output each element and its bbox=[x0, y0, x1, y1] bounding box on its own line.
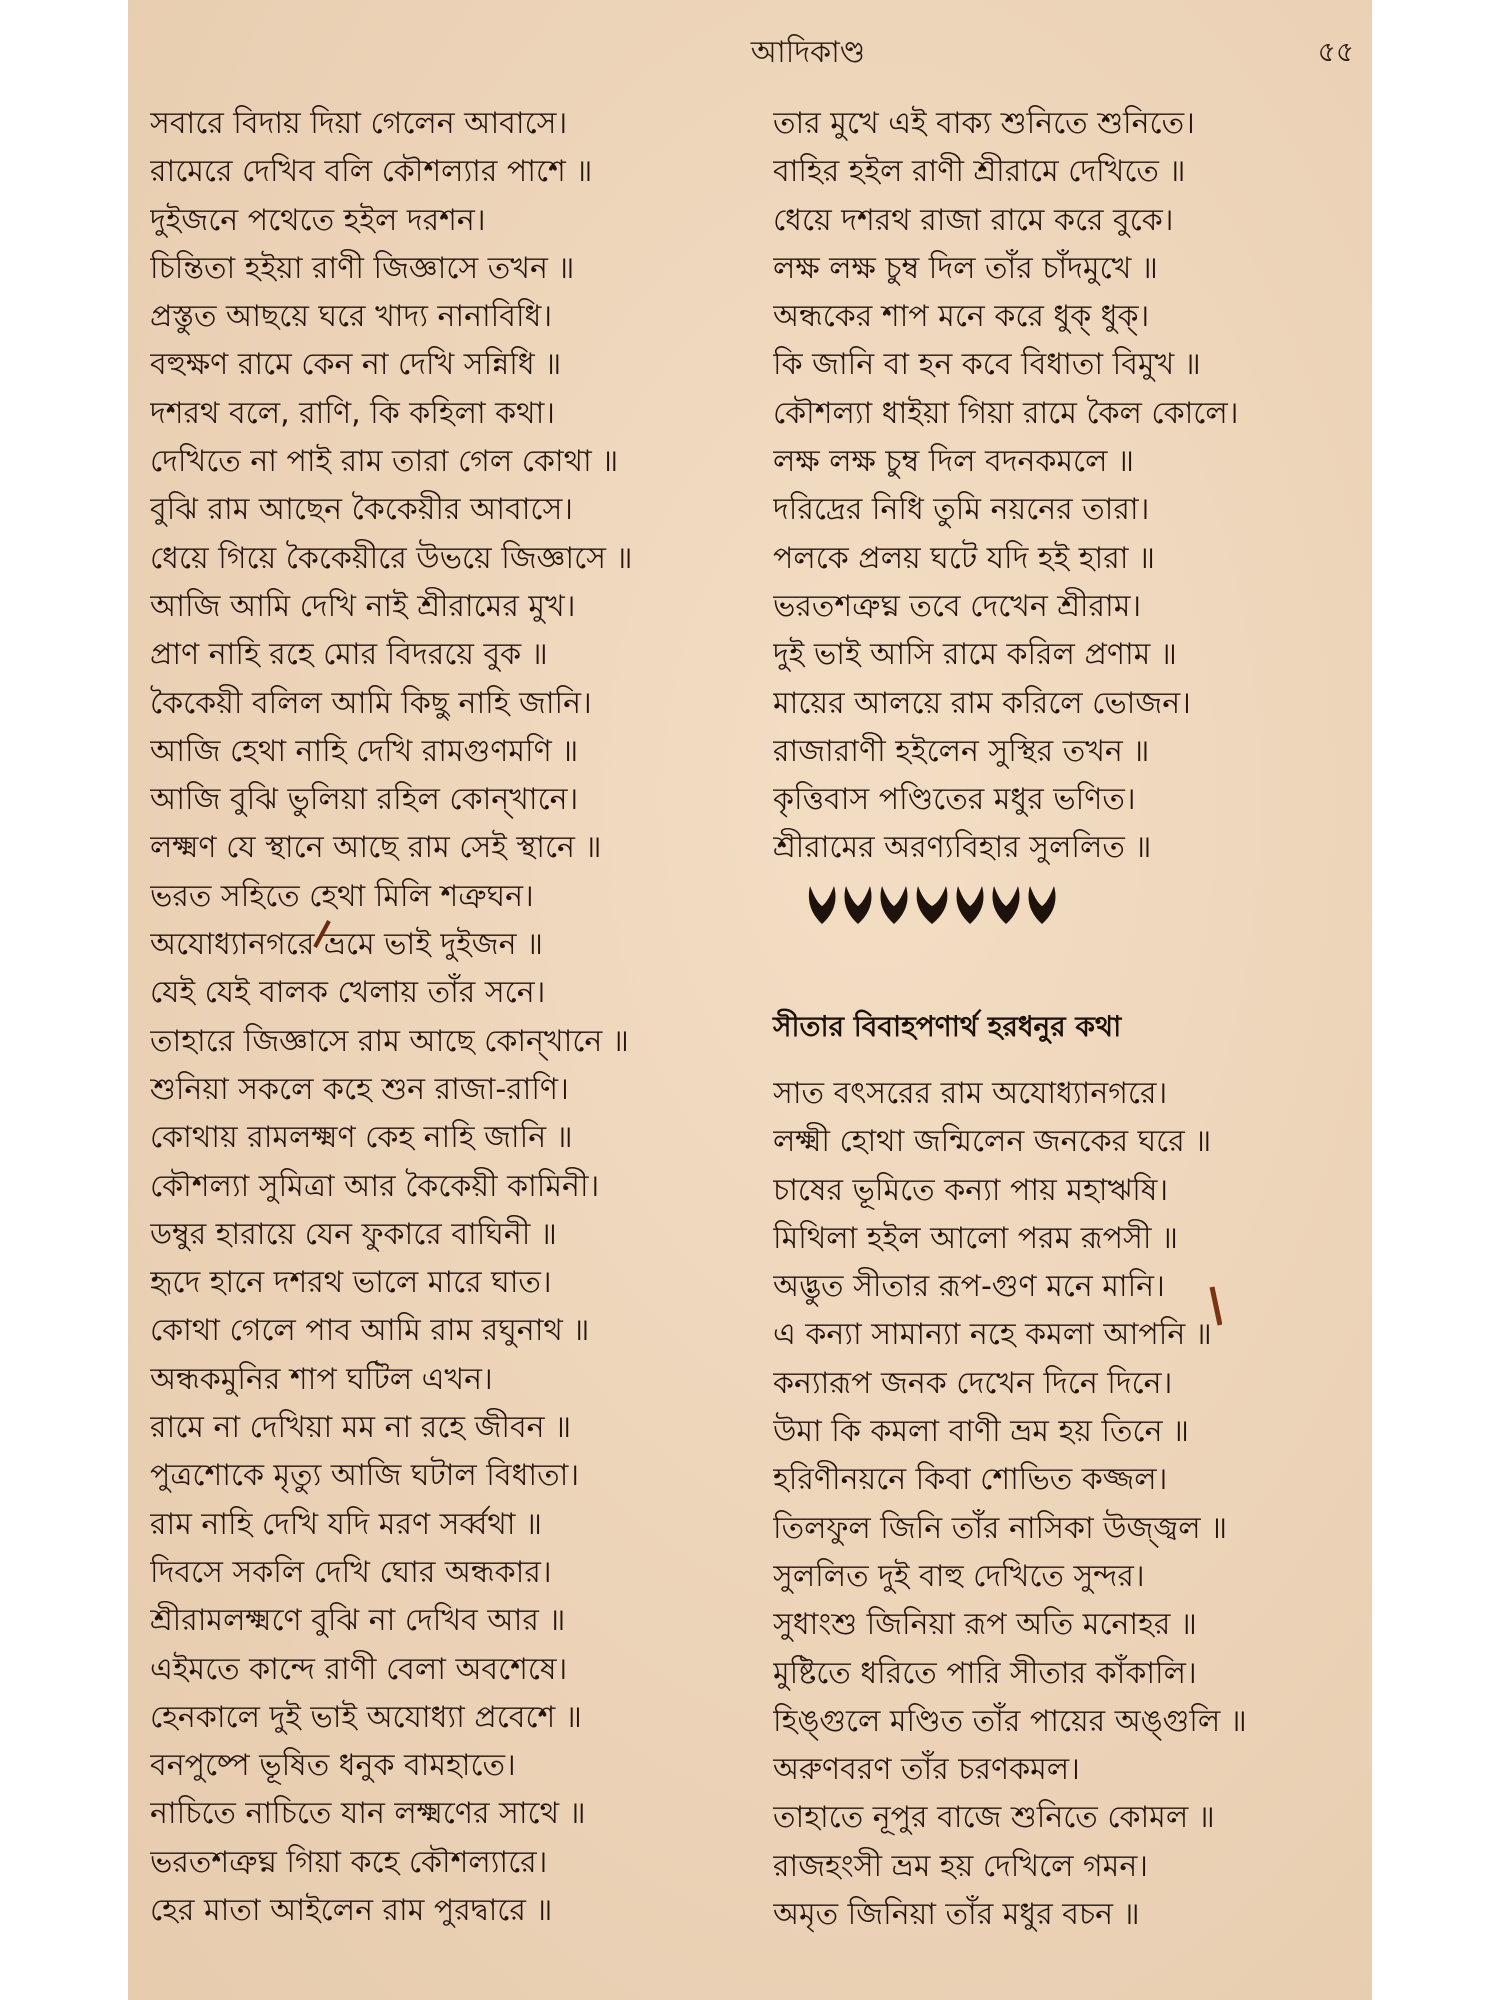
verse-line: লক্ষ্মণ যে স্থানে আছে রাম সেই স্থানে ॥ bbox=[150, 830, 602, 866]
verse-line: ভরতশত্রুঘ্ন তবে দেখেন শ্রীরাম। bbox=[773, 588, 1142, 624]
verse-line: চাষের ভূমিতে কন্যা পায় মহাঋষি। bbox=[773, 1172, 1169, 1208]
verse-line: কোথায় রামলক্ষ্মণ কেহ নাহি জানি ॥ bbox=[150, 1120, 573, 1156]
verse-line: ধেয়ে গিয়ে কৈকেয়ীরে উভয়ে জিজ্ঞাসে ॥ bbox=[150, 540, 633, 576]
verse-line: হেনকালে দুই ভাই অযোধ্যা প্রবেশে ॥ bbox=[150, 1699, 582, 1735]
verse-line: রাজারাণী হইলেন সুস্থির তখন ॥ bbox=[773, 733, 1150, 769]
verse-line: বনপুষ্পে ভূষিত ধনুক বামহাতে। bbox=[150, 1748, 516, 1784]
verse-line: দুই ভাই আসি রামে করিল প্রণাম ॥ bbox=[773, 637, 1177, 673]
verse-line: ভরত সহিতে হেথা মিলি শত্রুঘন। bbox=[150, 878, 534, 914]
verse-line: দুইজনে পথেতে হইল দরশন। bbox=[150, 202, 486, 238]
verse-line: নাচিতে নাচিতে যান লক্ষ্মণের সাথে ॥ bbox=[150, 1796, 586, 1832]
verse-line: দিবসে সকলি দেখি ঘোর অন্ধকার। bbox=[150, 1554, 552, 1590]
verse-line: এইমতে কান্দে রাণী বেলা অবশেষে। bbox=[150, 1651, 568, 1687]
verse-line: সবারে বিদায় দিয়া গেলেন আবাসে। bbox=[150, 106, 568, 141]
verse-line: অন্ধকমুনির শাপ ঘটিল এখন। bbox=[150, 1361, 493, 1397]
verse-line: আজি বুঝি ভুলিয়া রহিল কোন্‌খানে। bbox=[150, 782, 579, 818]
verse-line: অমৃত জিনিয়া তাঁর মধুর বচন ॥ bbox=[773, 1897, 1140, 1933]
verse-line: রাম নাহি দেখি যদি মরণ সর্ব্বথা ॥ bbox=[150, 1506, 543, 1542]
verse-line: ডম্বুর হারায়ে যেন ফুকারে বাঘিনী ॥ bbox=[150, 1216, 557, 1252]
verse-line: তাহাতে নূপুর বাজে শুনিতে কোমল ॥ bbox=[773, 1800, 1215, 1836]
verse-line: মুষ্টিতে ধরিতে পারি সীতার কাঁকালি। bbox=[773, 1655, 1197, 1691]
verse-line: সুধাংশু জিনিয়া রূপ অতি মনোহর ॥ bbox=[773, 1607, 1197, 1643]
verse-line: প্রস্তুত আছয়ে ঘরে খাদ্য নানাবিধি। bbox=[150, 299, 553, 335]
verse-line: তাহারে জিজ্ঞাসে রাম আছে কোন্‌খানে ॥ bbox=[150, 1023, 629, 1059]
verse-line: শ্রীরামের অরণ্যবিহার সুললিত ॥ bbox=[773, 830, 1152, 866]
verse-line: পলকে প্রলয় ঘটে যদি হই হারা ॥ bbox=[773, 540, 1155, 576]
right-column-bottom bbox=[773, 1070, 1363, 1939]
verse-line: হৃদে হানে দশরথ ভালে মারে ঘাত। bbox=[150, 1265, 552, 1301]
verse-line: আজি হেথা নাহি দেখি রামগুণমণি ॥ bbox=[150, 733, 579, 769]
running-head: আদিকাণ্ড bbox=[750, 35, 866, 70]
verse-line: চিন্তিতা হইয়া রাণী জিজ্ঞাসে তখন ॥ bbox=[150, 250, 575, 286]
verse-line: কৈকেয়ী বলিল আমি কিছু নাহি জানি। bbox=[150, 685, 592, 721]
verse-line: অরুণবরণ তাঁর চরণকমল। bbox=[773, 1752, 1080, 1788]
verse-line: কৃত্তিবাস পণ্ডিতের মধুর ভণিত। bbox=[773, 782, 1136, 818]
lotus-ornament-icon bbox=[800, 878, 1080, 930]
verse-line: সাত বৎসরের রাম অযোধ্যানগরে। bbox=[773, 1076, 1168, 1111]
ink-stain bbox=[1208, 1285, 1222, 1329]
verse-line: কৌশল্যা সুমিত্রা আর কৈকেয়ী কামিনী। bbox=[150, 1168, 600, 1204]
verse-line: হিঙ্গুলে মণ্ডিত তাঁর পায়ের অঙ্গুলি ॥ bbox=[773, 1703, 1247, 1739]
verse-line: ধেয়ে দশরথ রাজা রামে করে বুকে। bbox=[773, 202, 1174, 238]
verse-line: বহুক্ষণ রামে কেন না দেখি সন্নিধি ॥ bbox=[150, 347, 562, 383]
verse-line: কি জানি বা হন কবে বিধাতা বিমুখ ॥ bbox=[773, 347, 1201, 383]
verse-line: হরিণীনয়নে কিবা শোভিত কজ্জল। bbox=[773, 1462, 1168, 1498]
verse-line: শ্রীরামলক্ষ্মণে বুঝি না দেখিব আর ॥ bbox=[150, 1603, 566, 1639]
verse-line: উমা কি কমলা বাণী ভ্রম হয় তিনে ॥ bbox=[773, 1414, 1190, 1450]
verse-line: যেই যেই বালক খেলায় তাঁর সনে। bbox=[150, 975, 546, 1011]
verse-line: কন্যারূপ জনক দেখেন দিনে দিনে। bbox=[773, 1365, 1173, 1401]
verse-line: অন্ধকের শাপ মনে করে ধুক্ ধুক্। bbox=[773, 299, 1150, 335]
verse-line: বাহির হইল রাণী শ্রীরামে দেখিতে ॥ bbox=[773, 154, 1186, 190]
left-column bbox=[150, 100, 720, 1935]
verse-line: লক্ষ লক্ষ চুম্ব দিল বদনকমলে ॥ bbox=[773, 444, 1134, 480]
verse-line: তিলফুল জিনি তাঁর নাসিকা উজ্জ্বল ॥ bbox=[773, 1510, 1228, 1546]
page-number: ৫৫ bbox=[1317, 35, 1354, 68]
pencil-mark bbox=[311, 917, 335, 951]
verse-line: সুললিত দুই বাহু দেখিতে সুন্দর। bbox=[773, 1558, 1145, 1594]
verse-line: লক্ষ্মী হোথা জন্মিলেন জনকের ঘরে ॥ bbox=[773, 1124, 1212, 1160]
verse-line: রামেরে দেখিব বলি কৌশল্যার পাশে ॥ bbox=[150, 154, 593, 190]
section-heading: সীতার বিবাহপণার্থ হরধনুর কথা bbox=[773, 1010, 1122, 1043]
verse-line: লক্ষ লক্ষ চুম্ব দিল তাঁর চাঁদমুখে ॥ bbox=[773, 250, 1158, 286]
verse-line: এ কন্যা সামান্যা নহে কমলা আপনি ॥ bbox=[773, 1317, 1212, 1353]
verse-line: দরিদ্রের নিধি তুমি নয়নের তারা। bbox=[773, 492, 1150, 528]
verse-line: কৌশল্যা ধাইয়া গিয়া রামে কৈল কোলে। bbox=[773, 395, 1239, 431]
verse-line: শুনিয়া সকলে কহে শুন রাজা-রাণি। bbox=[150, 1071, 569, 1107]
book-page bbox=[128, 0, 1372, 2000]
verse-line: ভরতশত্রুঘ্ন গিয়া কহে কৌশল্যারে। bbox=[150, 1844, 548, 1880]
verse-line: কোথা গেলে পাব আমি রাম রঘুনাথ ॥ bbox=[150, 1313, 590, 1349]
verse-line: তার মুখে এই বাক্য শুনিতে শুনিতে। bbox=[773, 106, 1195, 141]
verse-line: মায়ের আলয়ে রাম করিলে ভোজন। bbox=[773, 685, 1191, 721]
verse-line: বুঝি রাম আছেন কৈকেয়ীর আবাসে। bbox=[150, 492, 574, 528]
verse-line: দশরথ বলে, রাণি, কি কহিলা কথা। bbox=[150, 395, 556, 431]
verse-line: হের মাতা আইলেন রাম পুরদ্বারে ॥ bbox=[150, 1892, 553, 1928]
verse-line: অদ্ভুত সীতার রূপ-গুণ মনে মানি। bbox=[773, 1269, 1165, 1305]
verse-line: মিথিলা হইল আলো পরম রূপসী ॥ bbox=[773, 1220, 1178, 1256]
verse-line: রাজহংসী ভ্রম হয় দেখিলে গমন। bbox=[773, 1848, 1148, 1884]
verse-line: প্রাণ নাহি রহে মোর বিদরয়ে বুক ॥ bbox=[150, 637, 548, 673]
verse-line: রামে না দেখিয়া মম না রহে জীবন ॥ bbox=[150, 1410, 572, 1446]
verse-line: দেখিতে না পাই রাম তারা গেল কোথা ॥ bbox=[150, 444, 619, 480]
verse-line: আজি আমি দেখি নাই শ্রীরামের মুখ। bbox=[150, 588, 576, 624]
verse-line: অযোধ্যানগরে ভ্রমে ভাই দুইজন ॥ bbox=[150, 927, 543, 963]
right-column-top bbox=[773, 100, 1363, 873]
verse-line: পুত্রশোকে মৃত্যু আজি ঘটাল বিধাতা। bbox=[150, 1458, 580, 1494]
